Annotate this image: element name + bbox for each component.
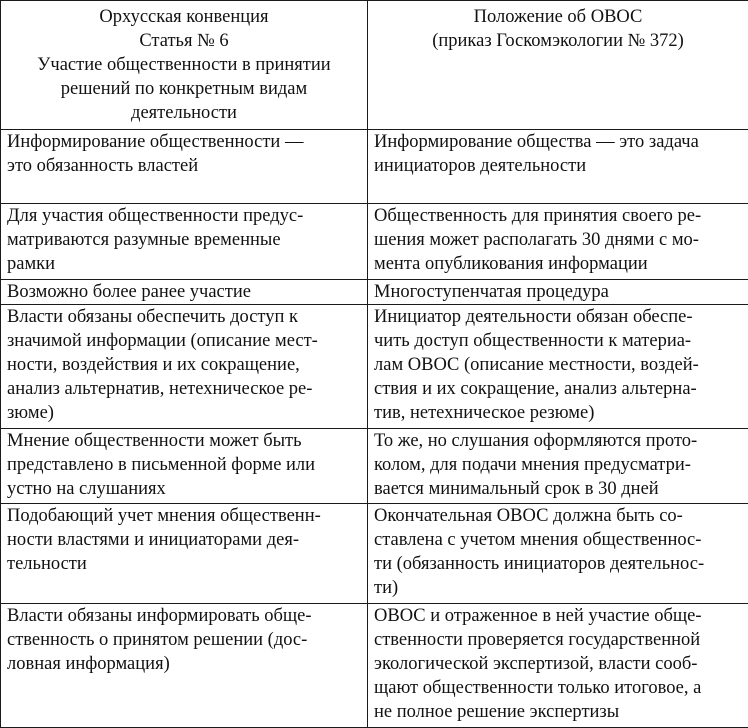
header-left-line: Статья № 6	[139, 31, 229, 51]
cell-line: устно на слушаниях	[7, 479, 166, 499]
cell-line: ти)	[374, 578, 399, 598]
table-row	[1, 280, 748, 305]
table-row	[1, 604, 748, 728]
cell-line: ственности проверяется государственной	[374, 630, 701, 650]
cell-line: ти (обязанность инициаторов деятельнос-	[374, 554, 705, 574]
cell-line: вается минимальный срок в 30 дней	[374, 479, 659, 499]
table-row	[1, 204, 748, 280]
convention-cell	[1, 429, 368, 504]
convention-cell	[1, 204, 368, 280]
convention-cell	[1, 305, 368, 429]
cell-line: Возможно более ранее участие	[7, 282, 251, 302]
cell-line: инициаторов деятельности	[374, 156, 587, 176]
cell-line: Для участия общественности предус-	[7, 206, 304, 226]
table-row	[1, 504, 748, 604]
cell-line: ственность о принятом решении (дос-	[7, 630, 308, 650]
cell-line: чить доступ общественности к материа-	[374, 331, 692, 351]
regulation-cell	[368, 604, 748, 728]
cell-line: Мнение общественности может быть	[7, 431, 302, 451]
regulation-cell	[368, 429, 748, 504]
header-right-line: Положение об ОВОС	[473, 7, 643, 27]
cell-line: экологической экспертизой, власти сооб-	[374, 654, 698, 674]
cell-line: это обязанность властей	[7, 156, 199, 176]
cell-line: ности властями и инициаторами дея-	[7, 530, 299, 550]
regulation-cell	[368, 130, 748, 204]
convention-cell	[1, 280, 368, 305]
cell-line: Подобающий учет мнения общественн-	[7, 506, 321, 526]
cell-line: Общественность для принятия своего ре-	[374, 206, 702, 226]
cell-line: ловная информация)	[7, 654, 170, 674]
cell-line: матриваются разумные временные	[7, 230, 281, 250]
cell-line: тельности	[7, 554, 87, 574]
convention-cell	[1, 604, 368, 728]
regulation-cell	[368, 305, 748, 429]
cell-line: зюме)	[7, 403, 54, 423]
cell-line: мента опубликования информации	[374, 254, 648, 274]
cell-line: Многоступенчатая процедура	[374, 282, 609, 302]
convention-cell	[1, 504, 368, 604]
header-ovos-regulation	[368, 1, 748, 130]
cell-line: рамки	[7, 254, 56, 274]
header-left-line: Участие общественности в принятии	[37, 55, 331, 75]
cell-line: Власти обязаны информировать обще-	[7, 606, 312, 626]
cell-line: анализ альтернатив, нетехническое ре-	[7, 379, 313, 399]
table-row	[1, 305, 748, 429]
header-right-line: (приказ Госкомэкологии № 372)	[432, 31, 684, 51]
cell-line: Власти обязаны обеспечить доступ к	[7, 307, 299, 327]
table-row	[1, 429, 748, 504]
regulation-cell	[368, 280, 748, 305]
header-row	[1, 1, 748, 130]
cell-line: Инициатор деятельности обязан обеспе-	[374, 307, 693, 327]
header-left-line: Орхусская конвенция	[99, 7, 269, 27]
cell-line: тив, нетехническое резюме)	[374, 403, 595, 423]
cell-line: шения может располагать 30 днями с мо-	[374, 230, 699, 250]
header-left-line: решений по конкретным видам	[60, 79, 308, 99]
cell-line: ности, воздействия и их сокращение,	[7, 355, 300, 375]
cell-line: Информирование общества — это задача	[374, 132, 699, 152]
cell-line: Информирование общественности —	[7, 132, 304, 152]
cell-line: значимой информации (описание мест-	[7, 331, 318, 351]
header-left-line: деятельности	[131, 103, 237, 123]
cell-line: ствия и их сокращение, анализ альтерна-	[374, 379, 697, 399]
regulation-cell	[368, 204, 748, 280]
cell-line: ОВОС и отраженное в ней участие обще-	[374, 606, 702, 626]
table-row	[1, 130, 748, 204]
cell-line: ставлена с учетом мнения общественнос-	[374, 530, 702, 550]
cell-line: То же, но слушания оформляются прото-	[374, 431, 698, 451]
cell-line: Окончательная ОВОС должна быть со-	[374, 506, 683, 526]
cell-line: представлено в письменной форме или	[7, 455, 316, 475]
convention-cell	[1, 130, 368, 204]
regulation-cell	[368, 504, 748, 604]
cell-line: колом, для подачи мнения предусматри-	[374, 455, 691, 475]
cell-line: не полное решение экспертизы	[374, 702, 620, 722]
cell-line: лам ОВОС (описание местности, воздей-	[374, 355, 699, 375]
header-aarhus-convention	[1, 1, 368, 130]
cell-line: щают общественности только итоговое, а	[374, 678, 702, 698]
